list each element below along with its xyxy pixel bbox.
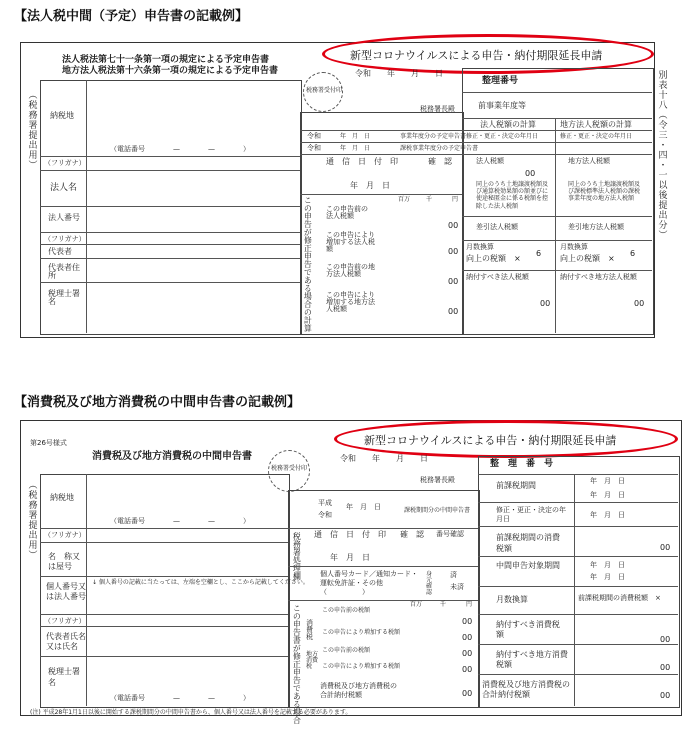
form2-middle-block — [288, 490, 480, 708]
form2-ymd-right-5: 年 月 日 — [590, 573, 625, 581]
form1-ymd-2: 年 月 日 — [340, 145, 371, 152]
form1-corp-name-label: 法人名 — [50, 183, 78, 193]
form1-unit-million: 百万 — [398, 196, 411, 203]
form2-zero-1: 00 — [462, 617, 473, 626]
form2-heisei: 平成 — [318, 499, 332, 507]
form2-unit-thousand: 千 — [440, 601, 447, 608]
form2-ymd-1: 年 月 日 — [346, 503, 381, 511]
form2-consumption-label: 消費税 — [306, 619, 313, 641]
form2-indiv-number-label: 個人番号又は法人番号 — [46, 582, 86, 601]
form2-zero-2: 00 — [462, 633, 473, 642]
form2-pay-local: 納付すべき地方消費税額 — [496, 650, 568, 670]
form2-undone: 未済 — [450, 583, 464, 591]
form1-increase-local: この申告により増加する地方法人税額 — [326, 291, 375, 313]
form1-deduct-local: 差引地方法人税額 — [568, 223, 624, 231]
form2-processing: 税務署処理欄 — [292, 532, 302, 580]
form1-period-label: 事業年度分の予定申告書 — [400, 133, 467, 140]
form2-prev-period: 前課税期間 — [496, 481, 536, 490]
form2-local-label: 地方消費税 — [306, 651, 319, 670]
form1-zero-6: 00 — [540, 299, 551, 308]
form1-header-line1: 法人税法第七十一条第一項の規定による予定申告書 — [62, 55, 270, 65]
form1-reiwa-2: 令和 — [307, 144, 321, 152]
form2-taxpayer-address-label: 納税地 — [50, 493, 74, 502]
form2-indiv-note: ↓ 個人番号の記載に当たっては、左端を空欄とし、ここから記載してください。 — [92, 579, 309, 586]
form2-unit-yen: 円 — [466, 601, 473, 608]
form2-mid-period: 中間申告対象期間 — [496, 561, 560, 570]
form1-header-line2: 地方法人税法第十六条第一項の規定による予定申告書 — [62, 66, 279, 76]
form2-pay-consumption: 納付すべき消費税額 — [496, 620, 560, 640]
form2-zero-3: 00 — [462, 649, 473, 658]
form1-mail-label: 通 信 日 付 印 — [326, 157, 398, 166]
form2-form-title: 消費税及び地方消費税の中間申告書 — [92, 451, 252, 462]
form1-confirm-label: 確 認 — [428, 157, 452, 166]
form2-correction: 修正・更正・決定の年月日 — [496, 506, 566, 524]
form2-total-label: 消費税及び地方消費税の合計納付税額 — [320, 682, 397, 700]
form1-ref-number: 整理番号 — [482, 76, 519, 86]
section2-title: 【消費税及び地方消費税の中間申告書の記載例】 — [14, 395, 301, 410]
form1-corp-tax-calc: 法人税額の計算 — [480, 120, 536, 129]
form1-zero-5: 00 — [525, 169, 536, 178]
form2-unit-million: 百万 — [410, 601, 423, 608]
form2-ref-number: 整 理 番 号 — [490, 459, 554, 469]
form1-date: 令和 年 月 日 — [355, 69, 443, 78]
form2-side-left: （税務署提出用） — [26, 480, 37, 560]
form2-reiwa: 令和 — [318, 511, 332, 519]
form2-months: 月数換算 — [496, 595, 528, 604]
form1-zero-7: 00 — [634, 299, 645, 308]
form2-furigana2: （フリガナ） — [44, 617, 86, 625]
form1-prev-local: この申告前の地方法人税額 — [326, 263, 375, 278]
form1-zero-3: 00 — [448, 277, 459, 286]
form2-prev-local: この申告前の税額 — [322, 647, 371, 654]
form1-unit-yen: 円 — [452, 196, 459, 203]
form1-corp-tax-line: 法人税額 — [476, 157, 504, 165]
form1-increase-tax: この申告により増加する法人税額 — [326, 231, 375, 253]
form1-zero-2: 00 — [448, 247, 459, 256]
form1-side-left: （税務署提出用） — [26, 90, 37, 170]
form2-zero-5: 00 — [462, 689, 473, 698]
form1-chief: 税務署長殿 — [420, 105, 455, 113]
form2-formula: 前課税期間の消費税額 × — [578, 594, 661, 602]
form2-date-cols: 年 月 日 — [330, 553, 370, 562]
form1-taxpayer-address-label: 納税地 — [50, 111, 74, 120]
form1-furigana2: （フリガナ） — [44, 235, 86, 243]
form2-done: 済 — [450, 571, 457, 579]
form1-phone: （電話番号 — — ） — [110, 145, 250, 153]
form2-phone2: （電話番号 — — ） — [110, 694, 250, 702]
form2-footnote: (注) 平成28年1月1日以後に開始する課税期間分の中間申告書から、個人番号又は法人番号を記載する必要があります。 — [30, 709, 352, 716]
form1-local-tax-calc: 地方法人税額の計算 — [560, 120, 632, 129]
form2-zero-7: 00 — [660, 635, 671, 644]
form2-zero-6: 00 — [660, 543, 671, 552]
form1-date-cols: 年 月 日 — [350, 181, 390, 190]
form1-tax-accountant-label: 税理士署名 — [48, 289, 80, 306]
form2-date: 令和 年 月 日 — [340, 454, 428, 463]
form1-formula-corp: 向上の税額 × — [466, 254, 521, 263]
form1-prev-year: 前事業年度等 — [478, 101, 526, 110]
form1-zero-1: 00 — [448, 221, 459, 230]
receipt-stamp-text-1: 税務署受付印 — [306, 87, 343, 94]
form2-mail-label: 通 信 日 付 印 — [314, 530, 386, 539]
form1-correction-1: 修正・更正・決定の年月日 — [466, 133, 539, 140]
form1-reiwa-1: 令和 — [307, 132, 321, 140]
form2-zero-4: 00 — [462, 665, 473, 674]
form2-furigana: （フリガナ） — [44, 531, 86, 539]
form1-calc-vertical: この申告が修正申告である場合の計算 — [303, 196, 313, 332]
form1-pay-local: 納付すべき地方法人税額 — [560, 273, 637, 281]
form1-months-1: 月数換算 — [466, 243, 494, 251]
form2-ymd-right-4: 年 月 日 — [590, 561, 625, 569]
form2-phone: （電話番号 — — ） — [110, 517, 250, 525]
form1-furigana: （フリガナ） — [44, 159, 86, 167]
form1-rep-address-label: 代表者住所 — [48, 263, 80, 280]
form1-six-2: 6 — [630, 249, 636, 258]
form1-zero-4: 00 — [448, 307, 459, 316]
receipt-stamp-text-2: 税務署受付印 — [271, 465, 308, 472]
form1-small-note1: 同上のうち土地譲渡税額及び通算税効果額の額並びに使途秘匿金に係る税額を控除した法人税額 — [476, 181, 549, 210]
form2-representative-label: 代表者氏名又は氏名 — [46, 632, 86, 652]
form2-increase-consumption: この申告により増加する税額 — [322, 629, 401, 636]
form2-ymd-right-1: 年 月 日 — [590, 477, 625, 485]
form1-local-tax-line: 地方法人税額 — [568, 157, 610, 165]
form1-pay-corp: 納付すべき法人税額 — [466, 273, 529, 281]
form1-unit-thousand: 千 — [426, 196, 433, 203]
form2-total-pay: 消費税及び地方消費税の合計納付税額 — [482, 680, 570, 700]
form2-prev-consumption: この申告前の税額 — [322, 607, 371, 614]
form2-identity: 身元確認 — [426, 571, 433, 596]
form2-ymd-right-2: 年 月 日 — [590, 491, 625, 499]
form2-id-card: 個人番号カード／通知カード・運転免許証・その他（ ） — [320, 570, 418, 597]
section1-title: 【法人税中間（予定）申告書の記載例】 — [14, 9, 249, 24]
form2-calc-vertical: この申告書が修正申告である場合 — [292, 604, 302, 724]
form1-small-note2: 同上のうち土地譲渡税額及び課税標準法人税額の課税事業年度の地方法人税額 — [568, 181, 641, 203]
form2-ymd-right-3: 年 月 日 — [590, 511, 625, 519]
stamp-text-2: 新型コロナウイルスによる申告・納付期限延長申請 — [364, 434, 617, 447]
form2-period-label: 課税期間分の中間申告書 — [404, 507, 471, 514]
form1-deduct-corp: 差引法人税額 — [476, 223, 518, 231]
form1-period-label2: 課税事業年度分の予定申告書 — [400, 145, 479, 152]
stamp-text-1: 新型コロナウイルスによる申告・納付期限延長申請 — [350, 49, 603, 62]
form1-corp-number-label: 法人番号 — [48, 213, 80, 222]
form1-months-2: 月数換算 — [560, 243, 588, 251]
form2-number-check: 番号確認 — [436, 530, 464, 538]
form1-side-right: 別表十八（令三・四・一以後提出分） — [656, 70, 667, 240]
form2-form-no: 第26号様式 — [30, 439, 67, 447]
form1-prev-tax: この申告前の法人税額 — [326, 205, 368, 220]
form1-formula-local: 向上の税額 × — [560, 254, 615, 263]
form2-confirm-label: 確 認 — [400, 530, 424, 539]
form1-representative-label: 代表者 — [48, 247, 72, 256]
form2-zero-8: 00 — [660, 663, 671, 672]
form1-six-1: 6 — [536, 249, 542, 258]
form2-chief: 税務署長殿 — [420, 476, 455, 484]
form2-tax-accountant-label: 税理士署名 — [48, 667, 80, 688]
form2-increase-local: この申告により増加する税額 — [322, 663, 401, 670]
form2-zero-9: 00 — [660, 691, 671, 700]
form1-correction-2: 修正・更正・決定の年月日 — [560, 133, 633, 140]
form1-ymd-1: 年 月 日 — [340, 133, 371, 140]
form2-prev-period-tax: 前課税期間の消費税額 — [496, 533, 560, 554]
form2-name-label: 名 称又は屋号 — [48, 552, 80, 572]
